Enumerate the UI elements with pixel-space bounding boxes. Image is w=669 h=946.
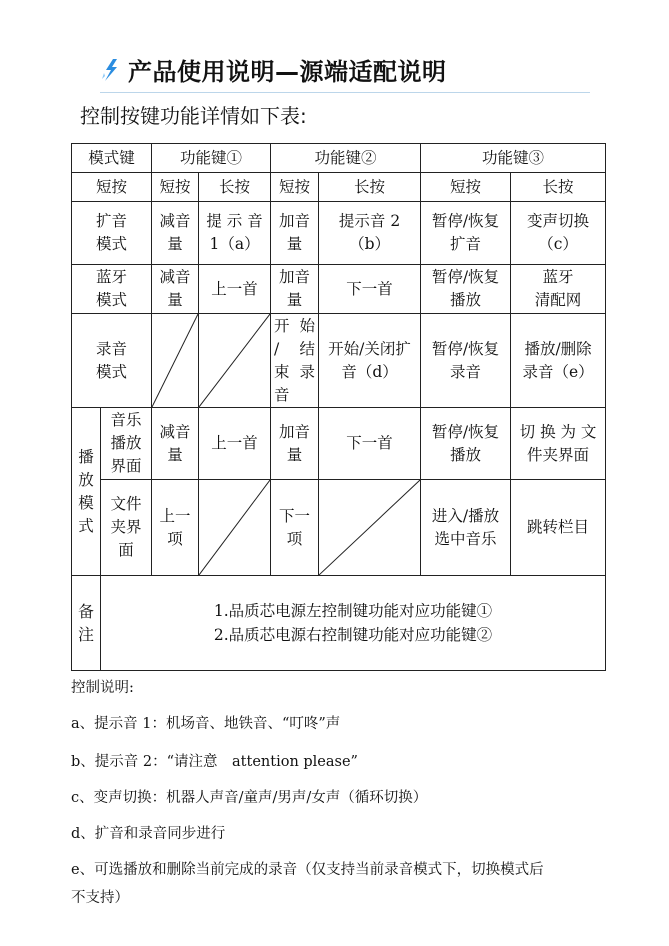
row-bluetooth-mode [72,265,606,314]
key1-short-cell: 减音 量 [152,202,199,265]
key3-short-cell: 暂停/恢复 播放 [421,408,511,480]
submode-cell: 音乐 播放 界面 [101,408,152,480]
empty-slash-cell [199,480,271,576]
remarks-label: 备 注 [72,576,101,671]
empty-slash-cell [319,480,421,576]
key2-long-cell: 提示音 2 （b） [319,202,421,265]
lightning-icon [100,57,122,83]
key2-short-cell: 下一 项 [271,480,319,576]
note-a: a、提示音 1：机场音、地铁音、“叮咚”声 [71,716,341,732]
header-long: 长按 [319,173,421,202]
note-b: b、提示音 2：“请注意 attention please” [71,754,358,770]
key2-short-cell: 开始 / 结 束录 音 [271,314,319,408]
key1-long-cell: 上一首 [199,265,271,314]
remark-line: 1.品质芯电源左控制键功能对应功能键① [213,602,493,620]
key1-long-cell: 上一首 [199,408,271,480]
mode-cell: 播 放 模 式 [72,408,101,576]
diagonal-line [199,480,270,575]
remark-line: 2.品质芯电源右控制键功能对应功能键② [213,626,493,644]
table-caption: 控制按键功能详情如下表: [80,104,307,128]
submode-cell: 文件 夹界 面 [101,480,152,576]
key1-short-cell: 减音 量 [152,408,199,480]
key1-short-cell: 上一 项 [152,480,199,576]
remarks-content [101,576,606,671]
note-d: d、扩音和录音同步进行 [71,826,226,842]
row-remarks [72,576,606,671]
key3-long-cell: 变声切换 （c） [511,202,606,265]
note-e-continued: 不支持） [71,890,129,906]
page-title: 产品使用说明—源端适配说明 [128,58,447,86]
notes-heading: 控制说明: [71,680,134,696]
header-long: 长按 [199,173,271,202]
row-record-mode [72,314,606,408]
key2-short-cell: 加音 量 [271,408,319,480]
header-long: 长按 [511,173,606,202]
key2-long-cell: 下一首 [319,408,421,480]
mode-cell: 扩音 模式 [72,202,152,265]
key2-short-cell: 加音 量 [271,265,319,314]
key3-long-cell: 播放/删除 录音（e） [511,314,606,408]
diagonal-line [152,314,198,407]
title-row [100,52,447,87]
header-row-2 [72,173,606,202]
header-short: 短按 [72,173,152,202]
key1-short-cell: 减音 量 [152,265,199,314]
key3-short-cell: 暂停/恢复 扩音 [421,202,511,265]
header-short: 短按 [271,173,319,202]
key1-long-cell: 提 示 音 1（a） [199,202,271,265]
mode-cell: 蓝牙 模式 [72,265,152,314]
row-playback-music [72,408,606,480]
key2-short-cell: 加音 量 [271,202,319,265]
key2-long-cell: 下一首 [319,265,421,314]
title-divider [100,92,590,93]
key3-short-cell: 进入/播放 选中音乐 [421,480,511,576]
diagonal-line [319,480,420,575]
row-playback-folder [72,480,606,576]
key3-short-cell: 暂停/恢复 播放 [421,265,511,314]
key3-long-cell: 蓝牙 清配网 [511,265,606,314]
diagonal-line [199,314,270,407]
empty-slash-cell [199,314,271,408]
key3-long-cell: 跳转栏目 [511,480,606,576]
mode-cell: 录音 模式 [72,314,152,408]
header-short: 短按 [421,173,511,202]
note-c: c、变声切换：机器人声音/童声/男声/女声（循环切换） [71,790,428,806]
row-amplify-mode [72,202,606,265]
header-mode-key: 模式键 [72,144,152,173]
key3-long-cell: 切 换 为 文 件夹界面 [511,408,606,480]
key2-long-cell: 开始/关闭扩 音（d） [319,314,421,408]
header-row-1 [72,144,606,173]
header-short: 短按 [152,173,199,202]
header-key3: 功能键③ [421,144,606,173]
header-key1: 功能键① [152,144,271,173]
header-key2: 功能键② [271,144,421,173]
key-function-table [71,143,606,671]
note-e: e、可选播放和删除当前完成的录音（仅支持当前录音模式下，切换模式后 [71,862,544,878]
key3-short-cell: 暂停/恢复 录音 [421,314,511,408]
empty-slash-cell [152,314,199,408]
